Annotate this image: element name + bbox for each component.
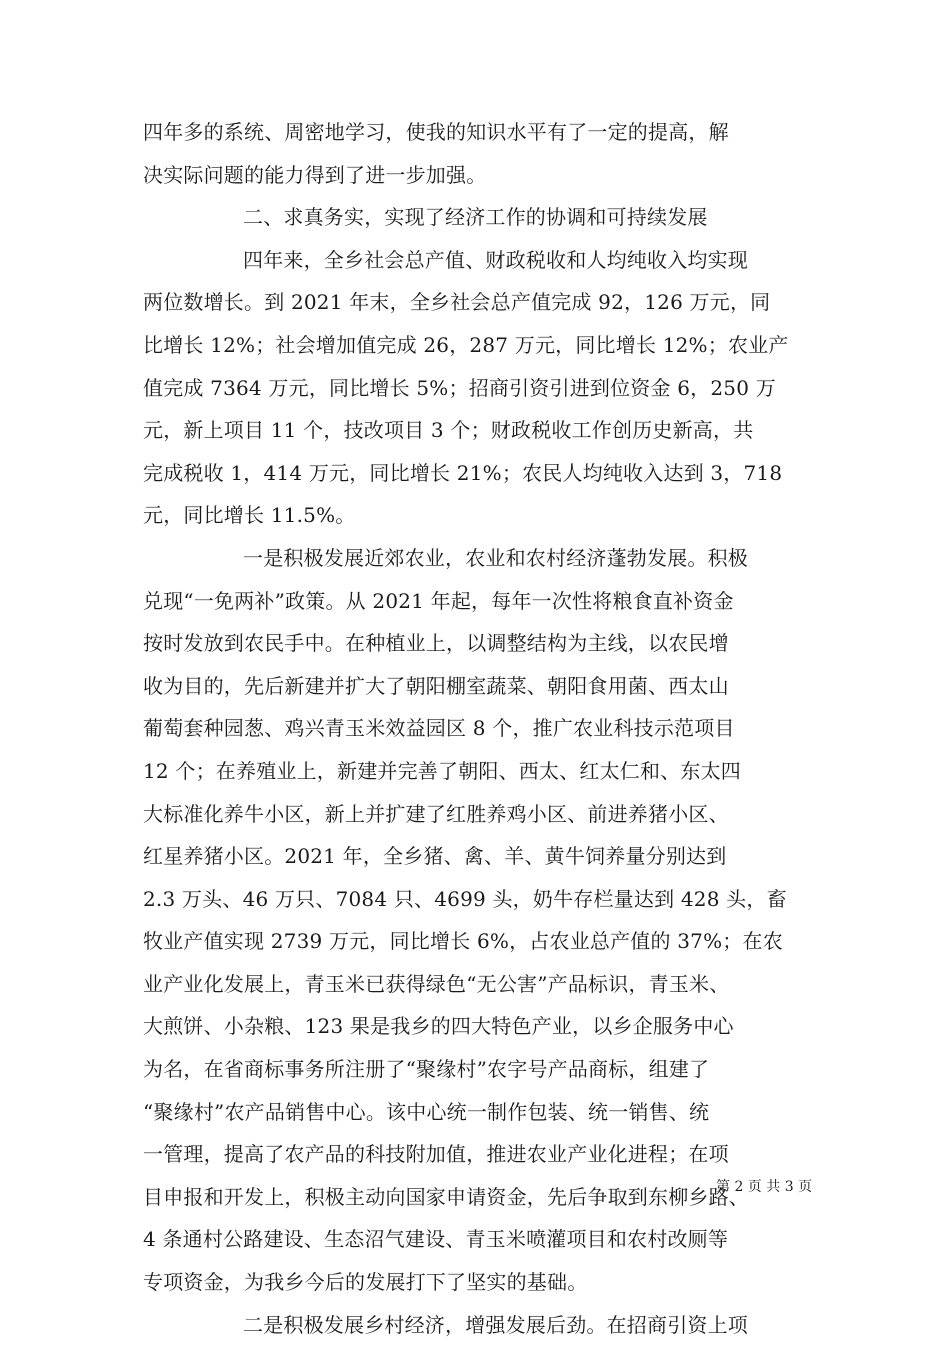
paragraph-start-line: 一是积极发展近郊农业，农业和农村经济蓬勃发展。积极 <box>243 545 748 570</box>
text-line: 2.3 万头、46 万只、7084 只、4699 头，奶牛存栏量达到 428 头，畜 <box>143 886 787 911</box>
text-line: 专项资金，为我乡今后的发展打下了坚实的基础。 <box>143 1270 588 1295</box>
text-line: 值完成 7364 万元，同比增长 5%；招商引资引进到位资金 6，250 万 <box>143 375 776 400</box>
text-line: 决实际问题的能力得到了进一步加强。 <box>143 162 487 187</box>
text-line: 一管理，提高了农产品的科技附加值，推进农业产业化进程；在项 <box>143 1142 729 1167</box>
text-line: 业产业化发展上，青玉米已获得绿色“无公害”产品标识，青玉米、 <box>143 971 730 996</box>
text-line: 元，新上项目 11 个，技改项目 3 个；财政税收工作创历史新高，共 <box>143 418 754 443</box>
document-body <box>143 111 823 1346</box>
section-heading: 二、求真务实，实现了经济工作的协调和可持续发展 <box>243 205 708 230</box>
text-line: 红星养猪小区。2021 年，全乡猪、禽、羊、黄牛饲养量分别达到 <box>143 844 727 869</box>
text-line: 收为目的，先后新建并扩大了朝阳棚室蔬菜、朝阳食用菌、西太山 <box>143 673 729 698</box>
text-line: 大煎饼、小杂粮、123 果是我乡的四大特色产业，以乡企服务中心 <box>143 1014 734 1039</box>
paragraph-start-line: 二是积极发展乡村经济，增强发展后劲。在招商引资上项 <box>243 1312 748 1337</box>
text-line: 葡萄套种园葱、鸡兴青玉米效益园区 8 个，推广农业科技示范项目 <box>143 716 735 741</box>
text-line: “聚缘村”农产品销售中心。该中心统一制作包装、统一销售、统 <box>143 1099 710 1124</box>
text-line: 四年多的系统、周密地学习，使我的知识水平有了一定的提高，解 <box>143 120 729 144</box>
text-line: 大标准化养牛小区，新上并扩建了红胜养鸡小区、前进养猪小区、 <box>143 801 729 826</box>
text-line: 12 个；在养殖业上，新建并完善了朝阳、西太、红太仁和、东太四 <box>143 758 742 783</box>
text-line: 兑现“一免两补”政策。从 2021 年起，每年一次性将粮食直补资金 <box>143 588 734 613</box>
page-number-footer: 第 2 页 共 3 页 <box>716 1179 813 1195</box>
paragraph-start-line: 四年来，全乡社会总产值、财政税收和人均纯收入均实现 <box>243 247 748 272</box>
text-line: 比增长 12%；社会增加值完成 26，287 万元，同比增长 12%；农业产 <box>143 332 789 357</box>
text-line: 两位数增长。到 2021 年末，全乡社会总产值完成 92，126 万元，同 <box>143 290 771 315</box>
text-line: 按时发放到农民手中。在种植业上，以调整结构为主线，以农民增 <box>143 631 729 656</box>
text-line: 牧业产值实现 2739 万元，同比增长 6%，占农业总产值的 37%；在农 <box>143 929 783 954</box>
text-line: 目申报和开发上，积极主动向国家申请资金，先后争取到东柳乡路、 <box>143 1184 749 1209</box>
text-line: 为名，在省商标事务所注册了“聚缘村”农字号产品商标，组建了 <box>143 1057 710 1082</box>
text-line: 4 条通村公路建设、生态沼气建设、青玉米喷灌项目和农村改厕等 <box>143 1227 729 1252</box>
text-line: 元，同比增长 11.5%。 <box>143 503 356 528</box>
text-line: 完成税收 1，414 万元，同比增长 21%；农民人均纯收入达到 3，718 <box>143 460 783 485</box>
